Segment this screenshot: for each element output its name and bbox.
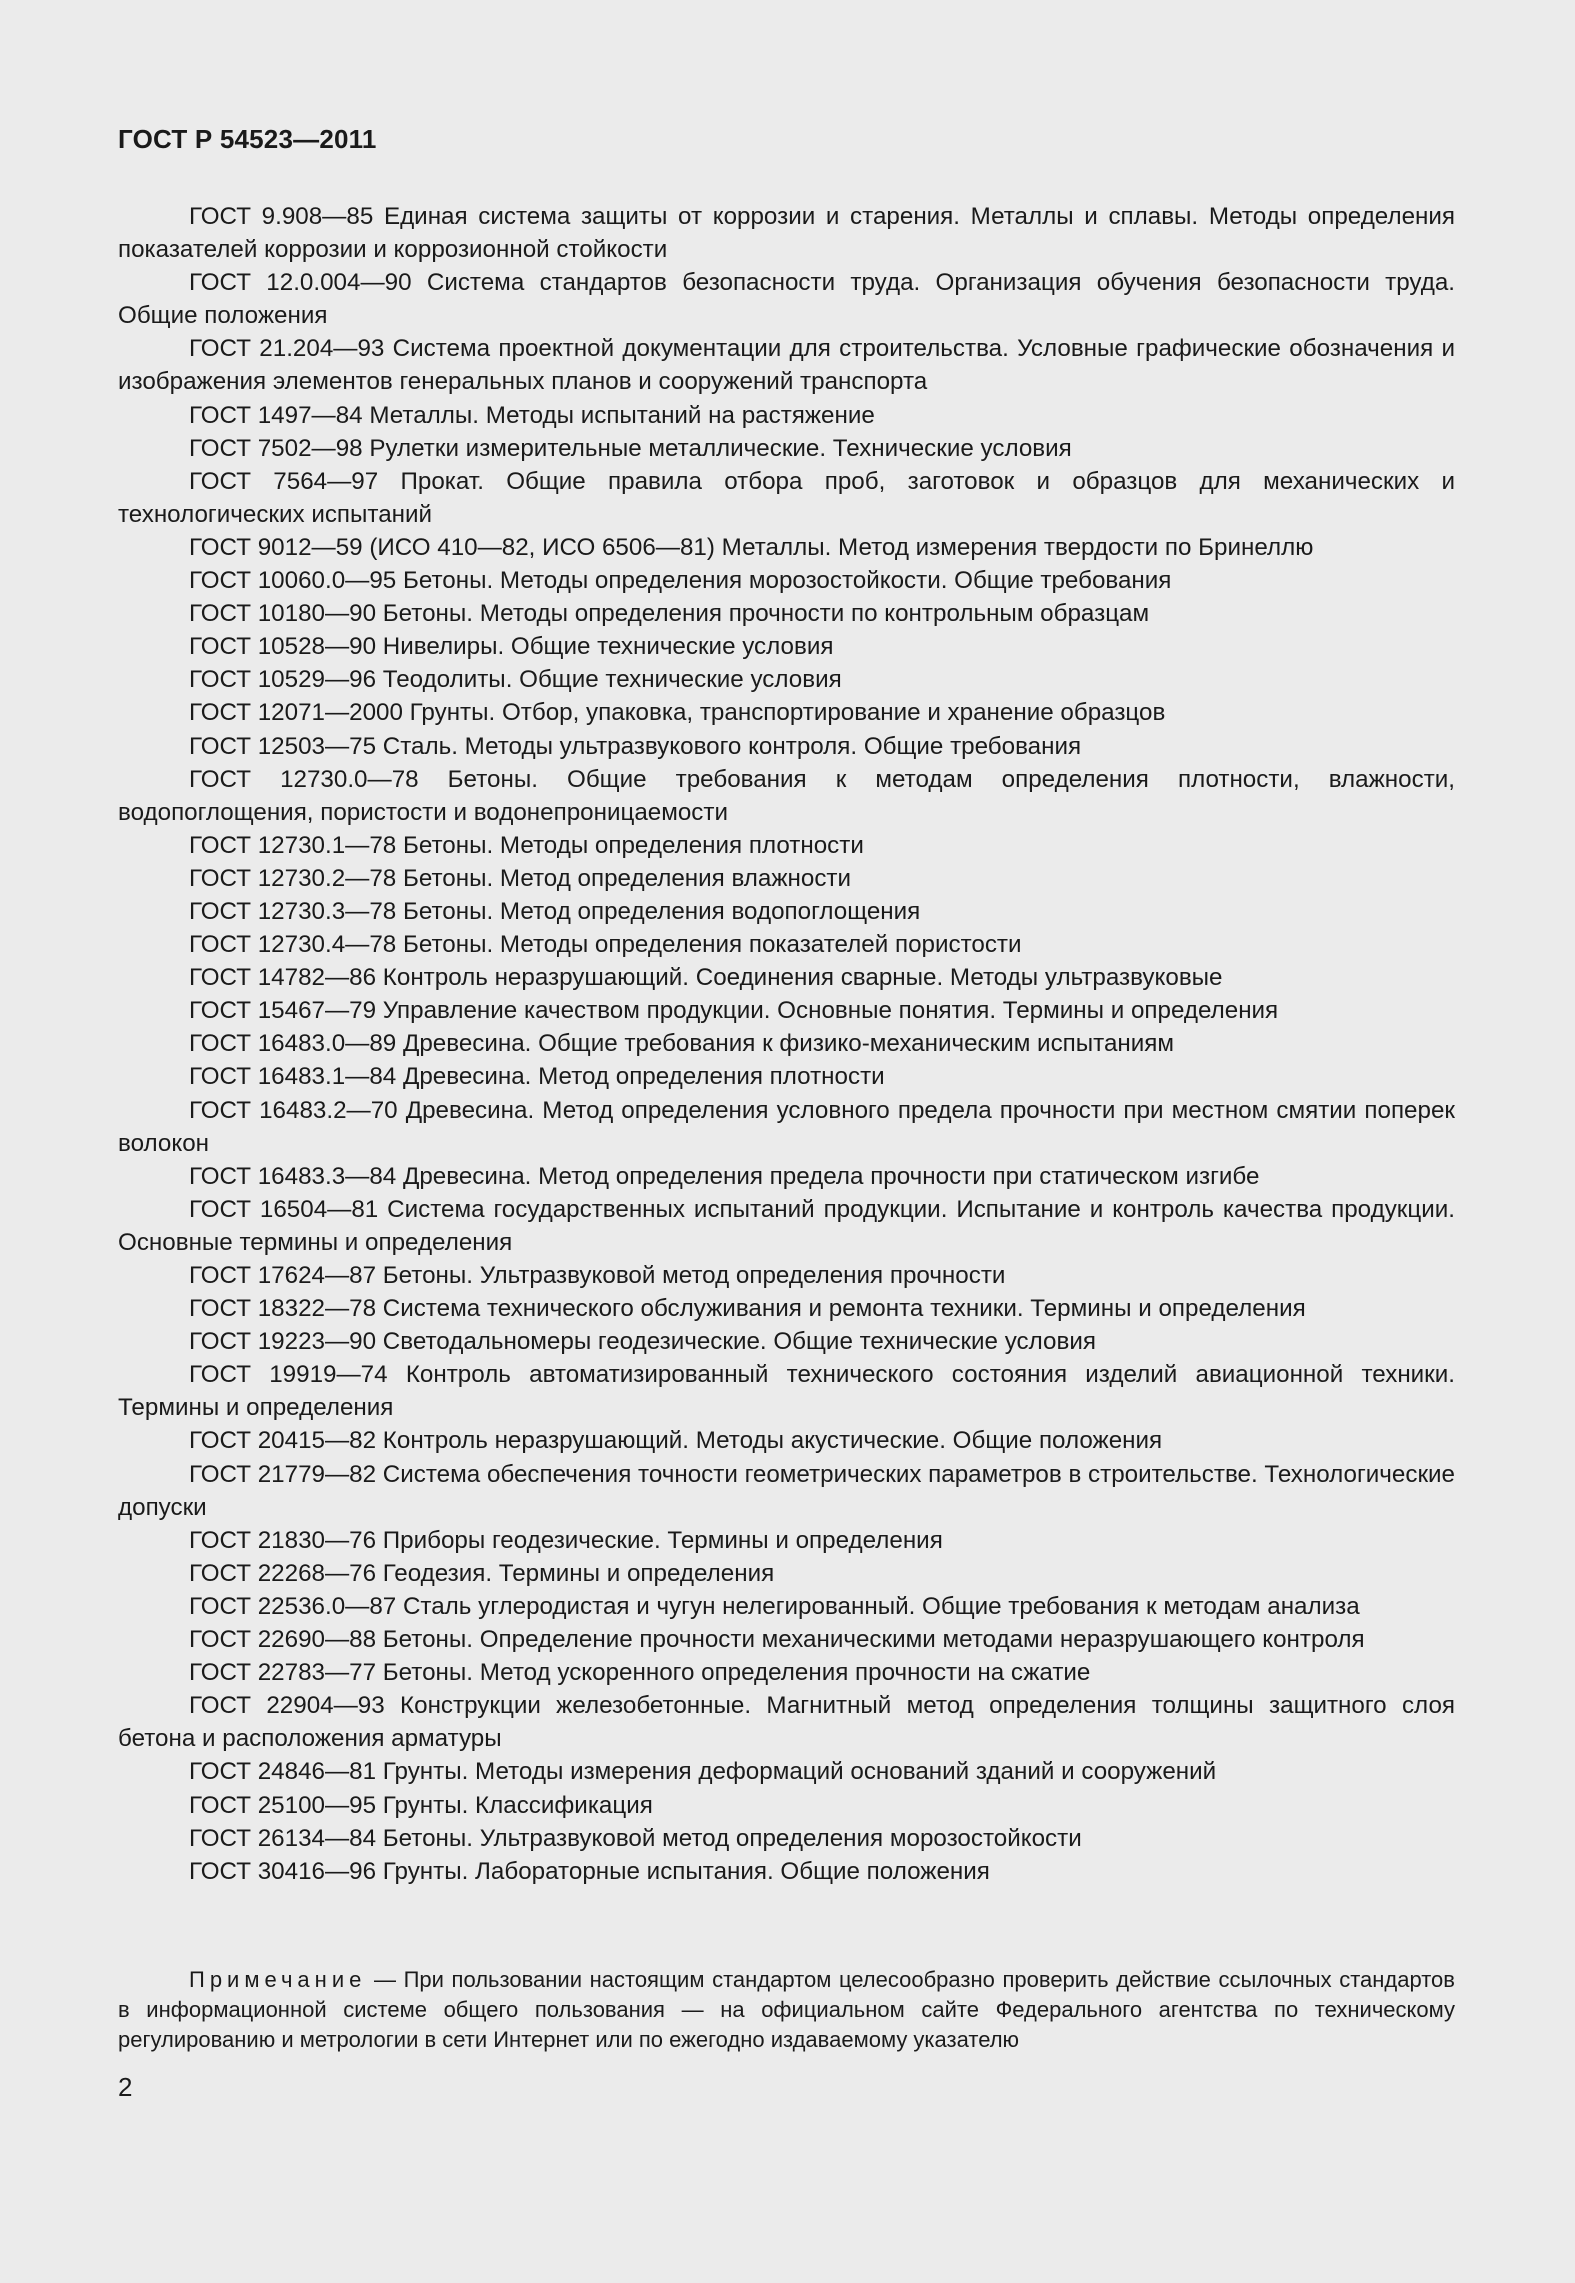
reference-item: ГОСТ 16504—81 Система государственных испытаний продукции. Испытание и контроль качества продукции. Основные термины и определения (118, 1195, 1455, 1256)
reference-item: ГОСТ 24846—81 Грунты. Методы измерения деформаций оснований зданий и сооружений (189, 1758, 1217, 1786)
note-paragraph (118, 1965, 1455, 2055)
reference-item: ГОСТ 12503—75 Сталь. Методы ультразвукового контроля. Общие требования (189, 732, 1082, 760)
reference-item: ГОСТ 22536.0—87 Сталь углеродистая и чугун нелегированный. Общие требования к методам анализа (189, 1592, 1360, 1620)
reference-item: ГОСТ 9.908—85 Единая система защиты от коррозии и старения. Металлы и сплавы. Методы определения показателей коррозии и коррозионной стойкости (118, 203, 1455, 264)
reference-item: ГОСТ 10528—90 Нивелиры. Общие технические условия (189, 633, 834, 661)
reference-item: ГОСТ 16483.2—70 Древесина. Метод определения условного предела прочности при местном смятии поперек волокон (118, 1096, 1455, 1157)
reference-item: ГОСТ 14782—86 Контроль неразрушающий. Соединения сварные. Методы ультразвуковые (189, 964, 1223, 992)
normative-references-list (118, 200, 1455, 1888)
reference-item: ГОСТ 19919—74 Контроль автоматизированный технического состояния изделий авиационной техники. Термины и определения (118, 1361, 1455, 1422)
reference-item: ГОСТ 12730.3—78 Бетоны. Метод определения водопоглощения (189, 897, 921, 925)
reference-item: ГОСТ 7564—97 Прокат. Общие правила отбора проб, заготовок и образцов для механических и технологических испытаний (118, 467, 1455, 528)
reference-item: ГОСТ 7502—98 Рулетки измерительные металлические. Технические условия (189, 434, 1072, 462)
reference-item: ГОСТ 16483.3—84 Древесина. Метод определения предела прочности при статическом изгибе (189, 1162, 1260, 1190)
reference-item: ГОСТ 22783—77 Бетоны. Метод ускоренного определения прочности на сжатие (189, 1659, 1091, 1687)
reference-item: ГОСТ 18322—78 Система технического обслуживания и ремонта техники. Термины и определения (189, 1295, 1306, 1323)
reference-item: ГОСТ 1497—84 Металлы. Методы испытаний на растяжение (189, 401, 875, 429)
note-label: Примечание (189, 1967, 367, 1992)
reference-item: ГОСТ 22690—88 Бетоны. Определение прочности механическими методами неразрушающего контроля (189, 1626, 1365, 1654)
reference-item: ГОСТ 12071—2000 Грунты. Отбор, упаковка, транспортирование и хранение образцов (189, 699, 1166, 727)
reference-item: ГОСТ 17624—87 Бетоны. Ультразвуковой метод определения прочности (189, 1262, 1006, 1289)
document-header: ГОСТ Р 54523—2011 (118, 124, 377, 154)
reference-item: ГОСТ 20415—82 Контроль неразрушающий. Методы акустические. Общие положения (189, 1427, 1163, 1455)
reference-item: ГОСТ 10180—90 Бетоны. Методы определения прочности по контрольным образцам (189, 600, 1150, 628)
reference-item: ГОСТ 10529—96 Теодолиты. Общие технические условия (189, 666, 842, 694)
page-number: 2 (118, 2072, 133, 2102)
reference-item: ГОСТ 16483.1—84 Древесина. Метод определения плотности (189, 1063, 885, 1091)
reference-item: ГОСТ 21.204—93 Система проектной документации для строительства. Условные графические обозначения и изображения элементов генеральных планов и сооружений транспорта (118, 335, 1455, 396)
reference-item: ГОСТ 30416—96 Грунты. Лабораторные испытания. Общие положения (189, 1857, 990, 1885)
reference-item: ГОСТ 12730.2—78 Бетоны. Метод определения влажности (189, 864, 852, 892)
reference-item: ГОСТ 19223—90 Светодальномеры геодезические. Общие технические условия (189, 1328, 1096, 1356)
reference-item: ГОСТ 12730.0—78 Бетоны. Общие требования к методам определения плотности, влажности, водопоглощения, пористости и водонепроницаемости (118, 765, 1455, 826)
reference-item: ГОСТ 10060.0—95 Бетоны. Методы определения морозостойкости. Общие требования (189, 567, 1172, 595)
reference-item: ГОСТ 26134—84 Бетоны. Ультразвуковой метод определения морозостойкости (189, 1824, 1082, 1852)
reference-item: ГОСТ 25100—95 Грунты. Классификация (189, 1791, 653, 1819)
reference-item: ГОСТ 16483.0—89 Древесина. Общие требования к физико-механическим испытаниям (189, 1030, 1175, 1058)
reference-item: ГОСТ 12.0.004—90 Система стандартов безопасности труда. Организация обучения безопасности труда. Общие положения (118, 269, 1455, 330)
reference-item: ГОСТ 12730.1—78 Бетоны. Методы определения плотности (189, 831, 864, 859)
reference-item: ГОСТ 22904—93 Конструкции железобетонные. Магнитный метод определения толщины защитного слоя бетона и расположения арматуры (118, 1692, 1455, 1753)
note-text: — При пользовании настоящим стандартом целесообразно проверить действие ссылочных стандартов в информационной системе общего пользования — на официальном сайте Федерального агентства по техническому регулированию и метрологии в сети Интернет или по ежегодно издаваемому указателю (118, 1967, 1455, 2052)
reference-item: ГОСТ 9012—59 (ИСО 410—82, ИСО 6506—81) Металлы. Метод измерения твердости по Бринеллю (189, 533, 1314, 561)
reference-item: ГОСТ 12730.4—78 Бетоны. Методы определения показателей пористости (189, 931, 1022, 959)
reference-item: ГОСТ 22268—76 Геодезия. Термины и определения (189, 1559, 775, 1587)
reference-item: ГОСТ 21779—82 Система обеспечения точности геометрических параметров в строительстве. Технологические допуски (118, 1460, 1455, 1521)
reference-item: ГОСТ 15467—79 Управление качеством продукции. Основные понятия. Термины и определения (189, 997, 1279, 1025)
reference-item: ГОСТ 21830—76 Приборы геодезические. Термины и определения (189, 1526, 943, 1554)
